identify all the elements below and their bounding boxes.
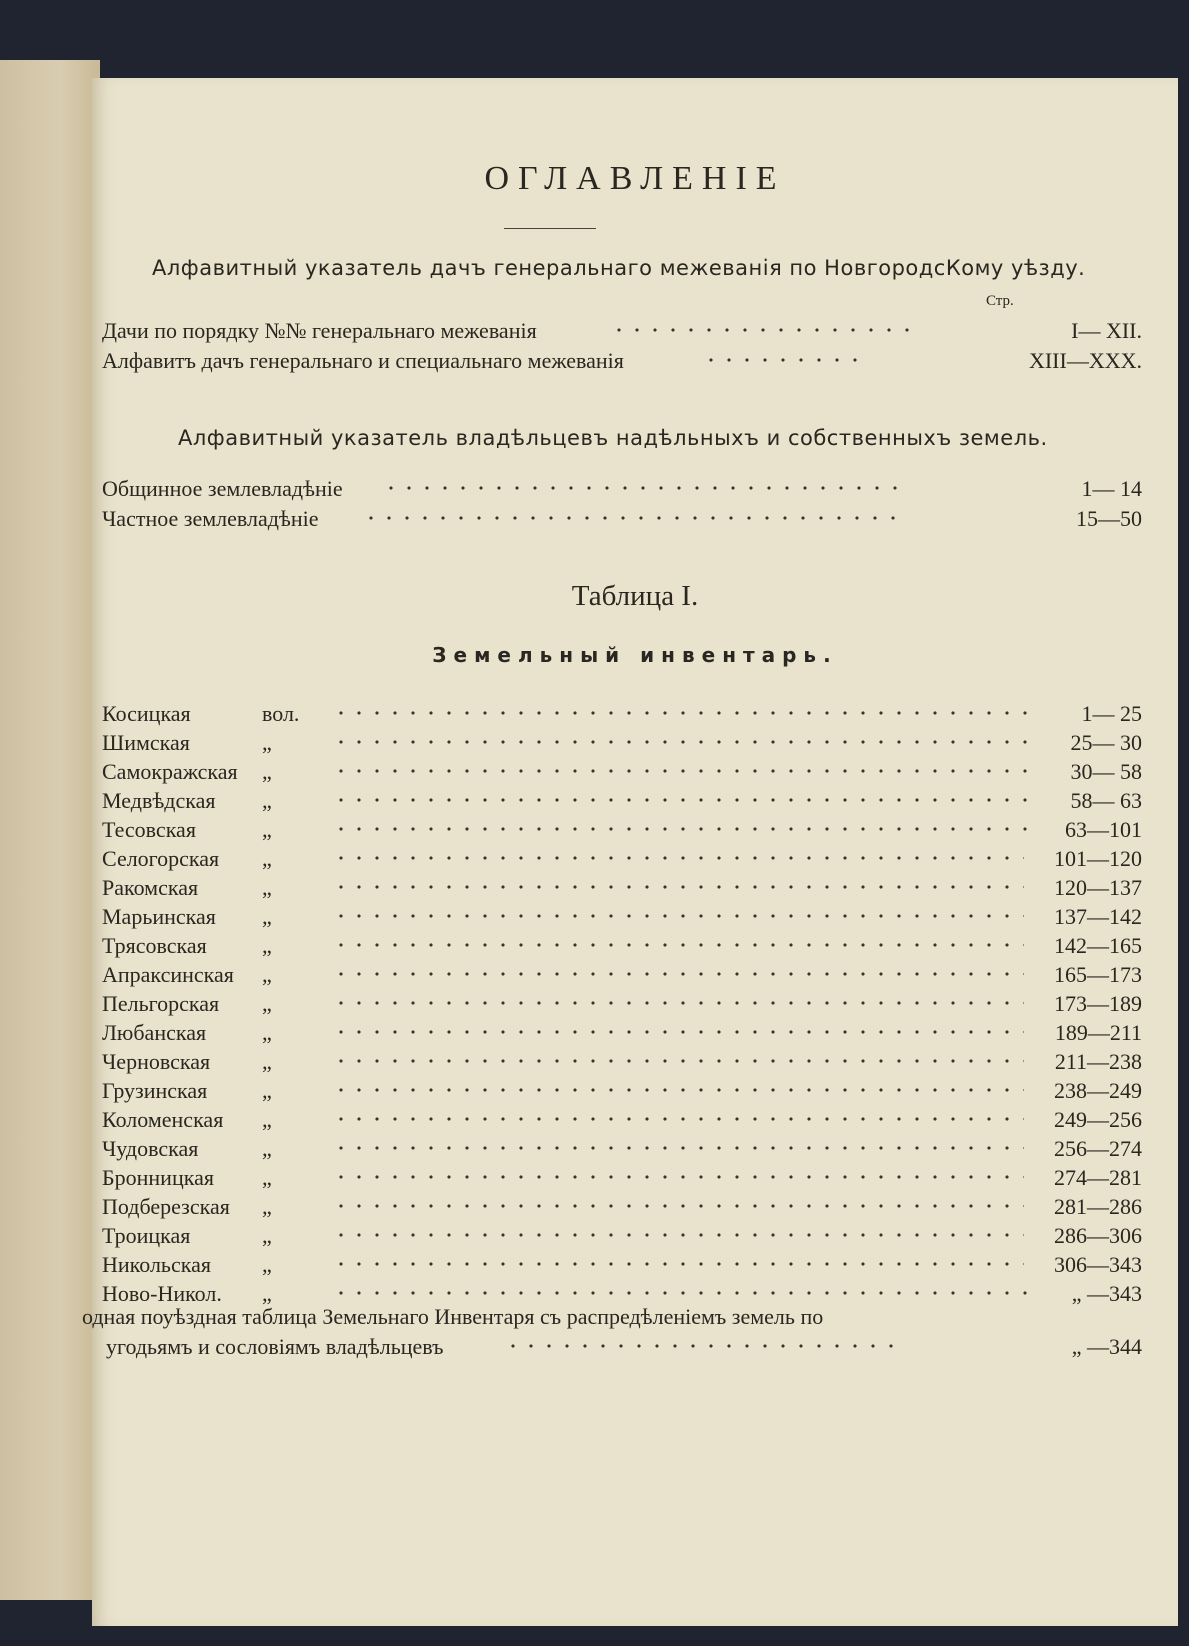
leader-dots (332, 790, 1028, 810)
volost-abbr: „ (262, 846, 272, 871)
volost-pages: 286—306 (1054, 1223, 1142, 1248)
leader-dots (332, 1109, 1024, 1129)
leader-dots (332, 848, 1024, 868)
leader-dots (332, 1196, 1024, 1216)
volost-abbr: „ (262, 1252, 272, 1277)
volost-name: Коломенская (102, 1107, 224, 1132)
leader-dots (702, 350, 862, 370)
volost-pages: 120—137 (1054, 875, 1142, 900)
title-rule (504, 228, 596, 229)
table1-row (102, 1020, 1142, 1048)
leader-dots (332, 906, 1024, 926)
page-title: ОГЛАВЛЕНІЕ (484, 160, 786, 197)
leader-dots (332, 964, 1024, 984)
toc-row (102, 476, 1142, 504)
table1-row (102, 1165, 1142, 1193)
leader-dots (332, 1167, 1024, 1187)
table1-row (102, 991, 1142, 1019)
volost-name: Грузинская (102, 1078, 208, 1103)
volost-pages: 30— 58 (1070, 759, 1142, 784)
section2-heading: Алфавитный указатель владѣльцевъ надѣльныхъ и собственныхъ земель. (178, 426, 1048, 450)
section1-heading: Алфавитный указатель дачъ генеральнаго межеванія по НовгородсКому уѣзду. (152, 256, 1086, 280)
volost-name: Бронницкая (102, 1165, 214, 1190)
toc-entry-pages: 1— 14 (1081, 476, 1142, 501)
toc-entry-label: Дачи по порядку №№ генеральнаго межеванія (102, 318, 537, 343)
leader-dots (332, 819, 1028, 839)
table1-row (102, 962, 1142, 990)
volost-name: Селогорская (102, 846, 220, 871)
volost-pages: 101—120 (1054, 846, 1142, 871)
toc-row (102, 318, 1142, 346)
leader-dots (332, 877, 1024, 897)
volost-abbr: „ (262, 817, 272, 842)
table1-row (102, 1194, 1142, 1222)
leader-dots (332, 703, 1032, 723)
table1-row (102, 1136, 1142, 1164)
volost-pages: 306—343 (1054, 1252, 1142, 1277)
volost-abbr: „ (262, 1194, 272, 1219)
toc-entry-label: Алфавитъ дачъ генеральнаго и специальнаго межеванія (102, 348, 624, 373)
volost-abbr: „ (262, 1049, 272, 1074)
leader-dots (610, 320, 910, 340)
table1-row (102, 875, 1142, 903)
volost-pages: 173—189 (1054, 991, 1142, 1016)
leader-dots (332, 935, 1024, 955)
volost-abbr: „ (262, 1020, 272, 1045)
volost-abbr: „ (262, 1281, 272, 1306)
volost-pages: 249—256 (1054, 1107, 1142, 1132)
leader-dots (332, 1022, 1024, 1042)
table1-row (102, 904, 1142, 932)
volost-abbr: „ (262, 875, 272, 900)
table1-title: Таблица I. (571, 580, 699, 612)
leader-dots (332, 1283, 1028, 1303)
table1-subtitle: Земельный инвентарь. (432, 643, 838, 667)
volost-name: Чудовская (102, 1136, 199, 1161)
volost-abbr: „ (262, 1136, 272, 1161)
table1-row (102, 1078, 1142, 1106)
leader-dots (332, 1080, 1024, 1100)
summary-line1: одная поуѣздная таблица Земельнаго Инвентаря съ распредѣленіемъ земель по (82, 1304, 824, 1329)
volost-name: Черновская (102, 1049, 211, 1074)
toc-entry-label: Общинное землевладѣніе (102, 476, 343, 501)
volost-abbr: вол. (262, 701, 300, 726)
toc-entry-pages: 15—50 (1076, 506, 1142, 531)
volost-pages: „ —343 (1071, 1281, 1142, 1306)
volost-name: Пельгорская (102, 991, 220, 1016)
volost-pages: 25— 30 (1070, 730, 1142, 755)
table1-row (102, 817, 1142, 845)
volost-name: Апраксинская (102, 962, 234, 987)
volost-name: Ново-Никол. (102, 1281, 222, 1306)
volost-name: Тесовская (102, 817, 196, 842)
volost-abbr: „ (262, 933, 272, 958)
volost-abbr: „ (262, 1223, 272, 1248)
volost-name: Троицкая (102, 1223, 191, 1248)
volost-name: Подберезская (102, 1194, 230, 1219)
summary-pages: „ —344 (1071, 1334, 1142, 1359)
leader-dots (332, 1051, 1024, 1071)
leader-dots (504, 1336, 900, 1356)
leader-dots (332, 1225, 1024, 1245)
toc-entry-pages: I— XII. (1071, 318, 1142, 343)
toc-entry-pages: XIII—XXX. (1028, 348, 1142, 373)
volost-name: Никольская (102, 1252, 211, 1277)
leader-dots (332, 732, 1028, 752)
volost-pages: 142—165 (1054, 933, 1142, 958)
volost-pages: 189—211 (1054, 1020, 1142, 1045)
volost-pages: 58— 63 (1070, 788, 1142, 813)
volost-abbr: „ (262, 1078, 272, 1103)
volost-pages: 1— 25 (1081, 701, 1142, 726)
volost-pages: 281—286 (1054, 1194, 1142, 1219)
table1-row (102, 701, 1142, 729)
volost-abbr: „ (262, 962, 272, 987)
volost-name: Трясовская (102, 933, 207, 958)
table1-row (102, 1223, 1142, 1251)
volost-name: Самокражская (102, 759, 238, 784)
table1-row (102, 933, 1142, 961)
summary-line2: угодьямъ и сословіямъ владѣльцевъ (106, 1334, 444, 1359)
volost-pages: 211—238 (1054, 1049, 1142, 1074)
volost-abbr: „ (262, 1165, 272, 1190)
table1-row (102, 788, 1142, 816)
summary-row (102, 1334, 1142, 1362)
volost-pages: 137—142 (1054, 904, 1142, 929)
leader-dots (362, 508, 902, 528)
volost-pages: 274—281 (1054, 1165, 1142, 1190)
volost-abbr: „ (262, 730, 272, 755)
volost-name: Шимская (102, 730, 190, 755)
toc-entry-label: Частное землевладѣніе (102, 506, 319, 531)
table1-row (102, 730, 1142, 758)
table1-row (102, 1252, 1142, 1280)
leader-dots (332, 993, 1024, 1013)
toc-row (102, 348, 1142, 376)
table1-row (102, 759, 1142, 787)
volost-abbr: „ (262, 991, 272, 1016)
volost-name: Любанская (102, 1020, 207, 1045)
table1-row (102, 846, 1142, 874)
volost-abbr: „ (262, 1107, 272, 1132)
leader-dots (332, 1138, 1024, 1158)
volost-pages: 165—173 (1054, 962, 1142, 987)
volost-name: Марьинская (102, 904, 216, 929)
volost-name: Косицкая (102, 701, 191, 726)
volost-pages: 238—249 (1054, 1078, 1142, 1103)
volost-abbr: „ (262, 904, 272, 929)
volost-name: Ракомская (102, 875, 199, 900)
leader-dots (332, 1254, 1024, 1274)
table1-row (102, 1049, 1142, 1077)
volost-abbr: „ (262, 759, 272, 784)
document-page (82, 78, 1178, 1626)
facing-page-edge (0, 60, 100, 1600)
leader-dots (332, 761, 1028, 781)
toc-row (102, 506, 1142, 534)
volost-pages: 256—274 (1054, 1136, 1142, 1161)
volost-name: Медвѣдская (102, 788, 216, 813)
volost-abbr: „ (262, 788, 272, 813)
volost-pages: 63—101 (1065, 817, 1142, 842)
table1-row (102, 1107, 1142, 1135)
leader-dots (382, 478, 902, 498)
page-column-label: Стр. (986, 293, 1014, 309)
